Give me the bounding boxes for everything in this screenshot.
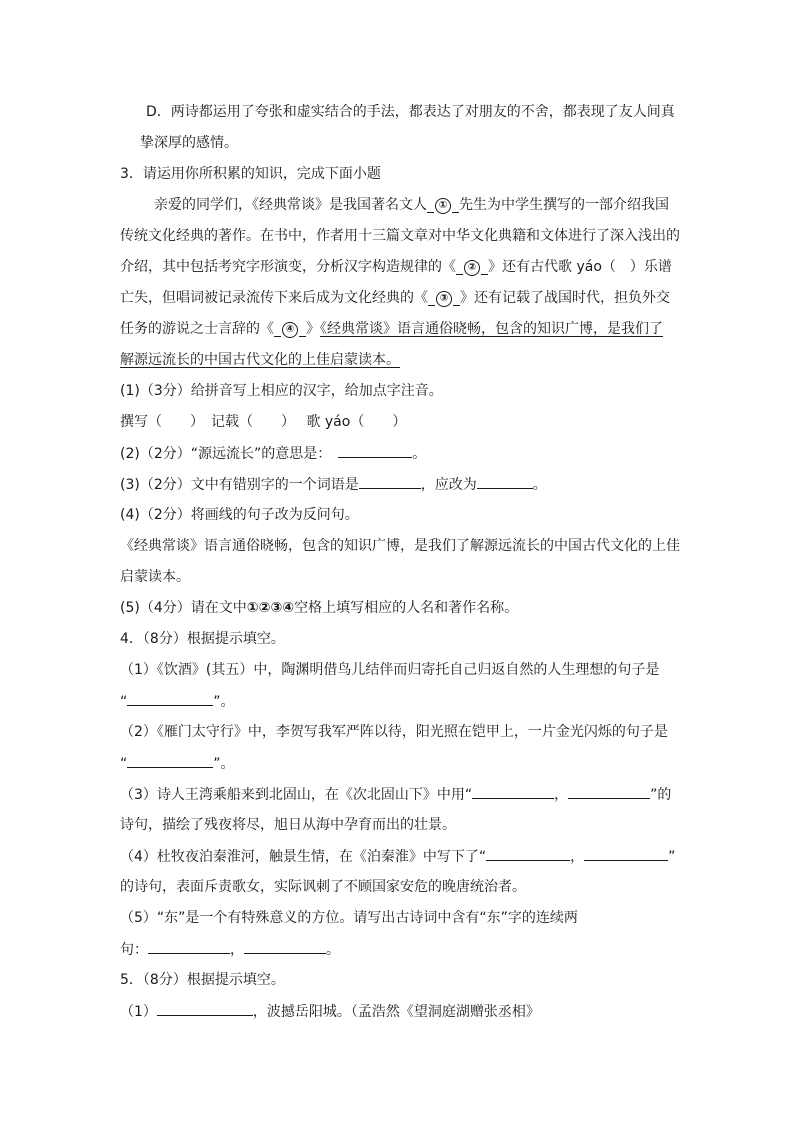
comma: ， (554, 787, 569, 803)
q4-item-5-answer (120, 939, 340, 959)
period: 。 (412, 446, 427, 462)
answer-blank[interactable] (244, 939, 326, 954)
blank-2[interactable] (456, 259, 488, 275)
subquestion-1: (1)（3分）给拼音写上相应的汉字，给加点字注音。 (120, 383, 443, 399)
passage-line-4 (120, 288, 670, 308)
blank-1[interactable] (427, 197, 459, 213)
subquestion-1-answers: 撰写（ ） 记载（ ） 歌 yáo（ ） (120, 414, 407, 430)
subquestion-4-sentence-2: 启蒙读本。 (120, 569, 190, 585)
q4-item-3 (120, 784, 671, 804)
answer-blank[interactable] (568, 784, 650, 799)
q4-item-1-answer (120, 691, 235, 711)
passage-text: 先生为中学生撰写的一部介绍我国 (459, 197, 669, 213)
answer-blank[interactable] (477, 474, 533, 489)
answer-blank[interactable] (127, 753, 213, 768)
answer-blank[interactable] (359, 474, 421, 489)
close-quote: ”。 (213, 694, 235, 710)
q5-item-1 (120, 1001, 540, 1021)
question-5-title: 5．（8分）根据提示填空。 (120, 972, 285, 988)
subquestion-3-text: ，应改为 (420, 477, 477, 493)
close-quote: ” (668, 849, 676, 865)
q5-item-1-number: （1） (120, 1004, 157, 1020)
answer-blank[interactable] (148, 939, 230, 954)
subquestion-4: (4)（2分）将画线的句子改为反问句。 (120, 507, 359, 523)
q4-item-2-answer (120, 753, 235, 773)
q4-item-3-text: （3）诗人王湾乘船来到北固山，在《次北固山下》中用“ (120, 787, 473, 803)
circled-number-4: ④ (282, 322, 298, 338)
q5-item-1-text: ，波撼岳阳城。（孟浩然《望洞庭湖赠张丞相》 (252, 1004, 540, 1020)
q4-item-1: （1）《饮酒》(其五）中，陶渊明借鸟儿结伴而归寄托自己归返自然的人生理想的句子是 (120, 662, 660, 678)
close-quote: ”。 (213, 756, 235, 772)
circled-number-3: ③ (436, 291, 452, 307)
answer-blank[interactable] (486, 846, 570, 861)
subquestion-2 (120, 443, 426, 463)
subquestion-3 (120, 474, 547, 494)
circled-number-2: ② (464, 260, 480, 276)
q4-item-5-text: 句： (120, 942, 148, 958)
answer-blank[interactable] (127, 691, 213, 706)
subquestion-5 (120, 598, 518, 618)
period: 。 (326, 942, 340, 958)
comma: ， (570, 849, 585, 865)
passage-text: 》 (306, 321, 320, 337)
subquestion-4-sentence-1: 《经典常谈》语言通俗晓畅，包含的知识广博，是我们了解源远流长的中国古代文化的上佳 (120, 538, 680, 554)
question-3-title: 3．请运用你所积累的知识，完成下面小题 (120, 166, 381, 182)
q4-item-5: （5）“东”是一个有特殊意义的方位。请写出古诗词中含有“东”字的连续两 (120, 910, 578, 926)
answer-blank[interactable] (338, 443, 412, 458)
underlined-sentence-part-2: 解源远流长的中国古代文化的上佳启蒙读本。 (120, 352, 400, 368)
answer-blank[interactable] (584, 846, 668, 861)
answer-blank[interactable] (472, 784, 554, 799)
passage-text: 亡失，但唱词被记录流传下来后成为文化经典的《 (120, 290, 428, 306)
passage-text: 任务的游说之士言辞的《 (120, 321, 274, 337)
comma: ， (230, 942, 244, 958)
passage-line-6 (120, 350, 400, 370)
passage-line-5 (120, 319, 663, 339)
passage-line-1 (154, 195, 669, 215)
passage-text: 介绍，其中包括考究字形演变，分析汉字构造规律的《 (120, 259, 456, 275)
q4-item-3-cont: 诗句，描绘了残夜将尽，旭日从海中孕育而出的壮景。 (120, 817, 456, 833)
open-quote: “ (120, 756, 128, 772)
open-quote: “ (120, 694, 128, 710)
passage-line-2: 传统文化经典的著作。在书中，作者用十三篇文章对中华文化典籍和文体进行了深入浅出的 (120, 228, 680, 244)
q4-item-2: （2）《雁门太守行》中，李贺写我军严阵以待，阳光照在铠甲上，一片金光闪烁的句子是 (120, 724, 668, 740)
q4-item-4-text: （4）杜牧夜泊秦淮河，触景生情，在《泊秦淮》中写下了“ (120, 849, 487, 865)
option-d-line-1: D．两诗都运用了夸张和虚实结合的手法，都表达了对朋友的不舍，都表现了友人间真 (146, 104, 675, 120)
period: 。 (532, 477, 547, 493)
underlined-sentence-part-1: 《经典常谈》语言通俗晓畅，包含的知识广博，是我们了 (320, 321, 663, 337)
subquestion-3-text: (3)（2分）文中有错别字的一个词语是 (120, 477, 359, 493)
subquestion-5-text: 空格上填写相应的人名和著作名称。 (294, 600, 519, 616)
q4-item-4-cont: 的诗句，表面斥责歌女，实际讽刺了不顾国家安危的晚唐统治者。 (120, 879, 526, 895)
circled-numbers: ①②③④ (246, 600, 295, 616)
question-4-title: 4．（8分）根据提示填空。 (120, 631, 285, 647)
blank-3[interactable] (428, 290, 460, 306)
subquestion-2-text: (2)（2分）“源远流长”的意思是： (120, 446, 332, 462)
circled-number-1: ① (435, 198, 451, 214)
q4-item-4 (120, 846, 675, 866)
q4-item-3-text: ”的 (650, 787, 672, 803)
option-d-line-2: 挚深厚的感情。 (140, 135, 238, 151)
answer-blank[interactable] (157, 1001, 253, 1016)
passage-text: 》还有记载了战国时代，担负外交 (460, 290, 670, 306)
passage-line-3 (120, 257, 672, 277)
subquestion-5-text: (5)（4分）请在文中 (120, 600, 247, 616)
blank-4[interactable] (274, 321, 306, 337)
passage-text: 亲爱的同学们，《经典常谈》是我国著名文人 (154, 197, 427, 213)
passage-text: 》还有古代歌 yáo（ ）乐谱 (488, 259, 672, 275)
